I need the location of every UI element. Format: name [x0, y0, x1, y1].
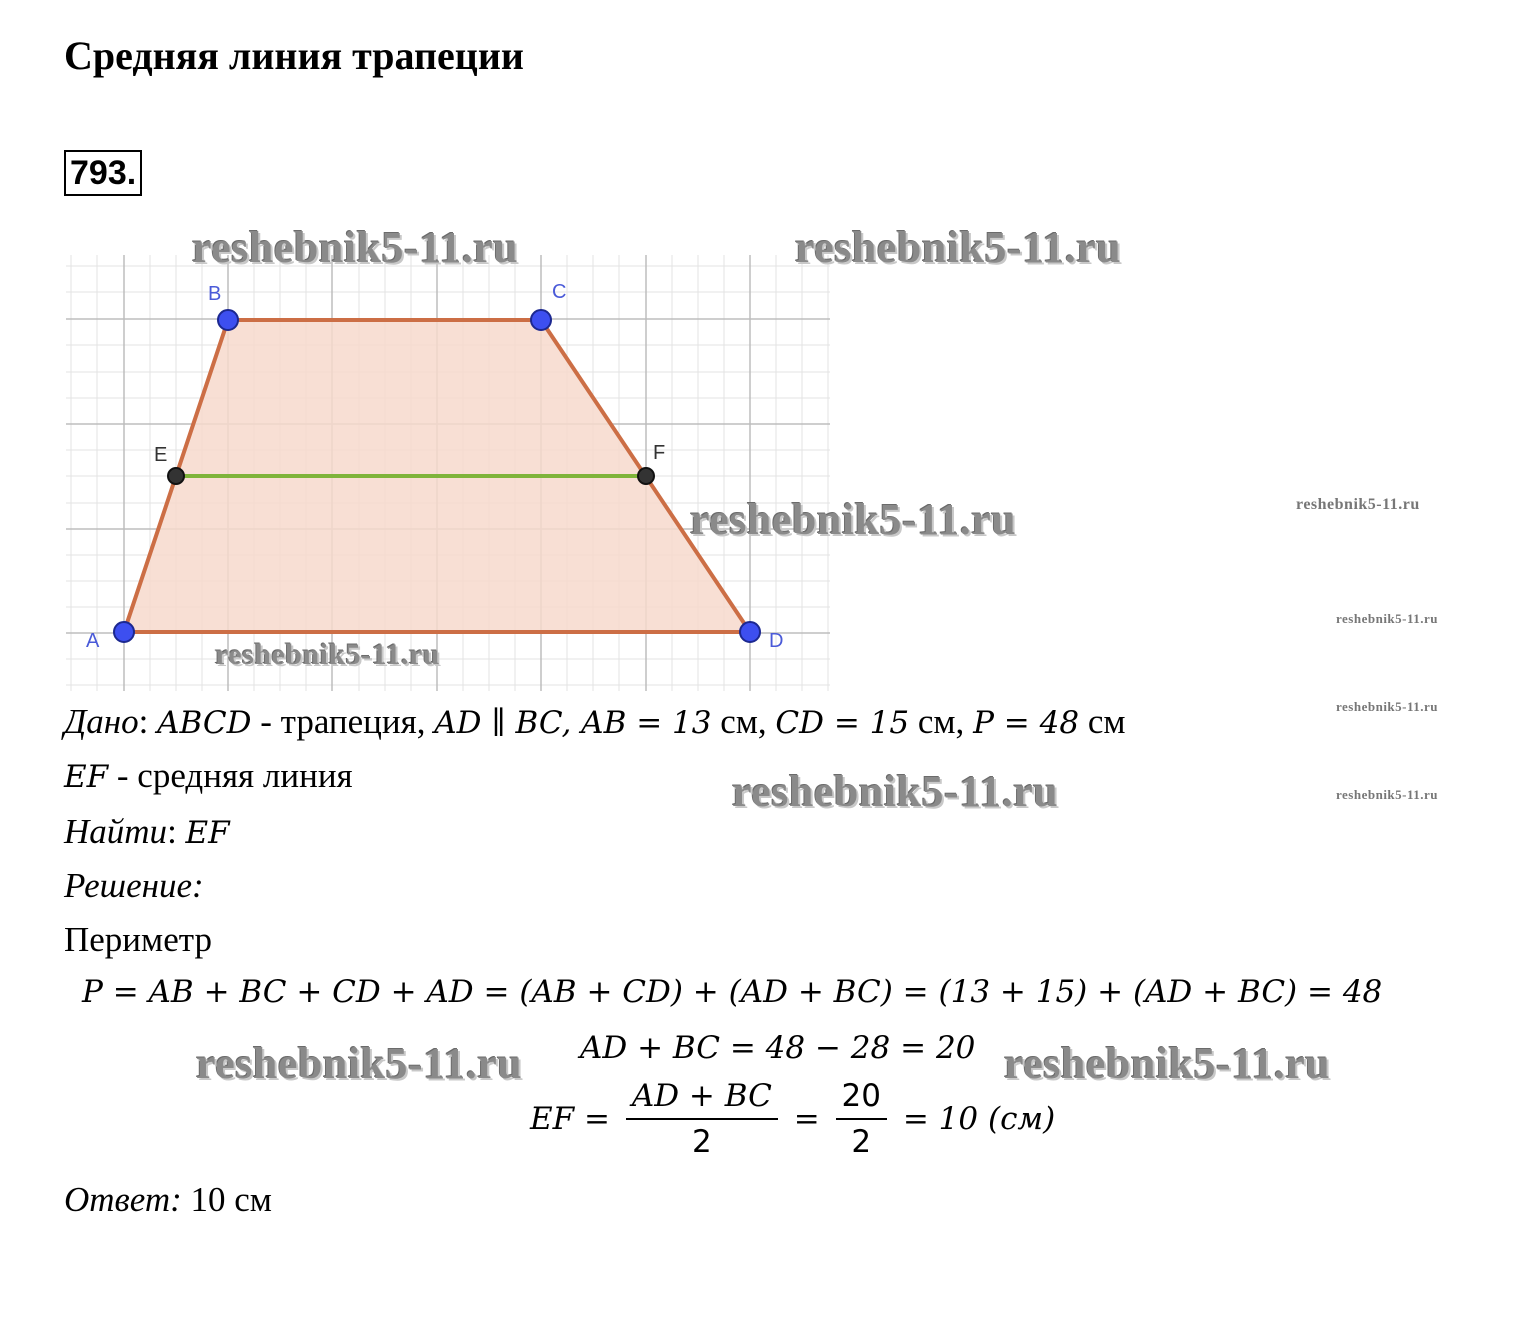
- find-label: Найти: [64, 812, 168, 851]
- label-e: E: [154, 444, 168, 466]
- unit-text: см,: [909, 702, 974, 741]
- vertex-a: [114, 622, 134, 642]
- fraction-sum: [626, 1078, 778, 1160]
- answer-line: [64, 1180, 272, 1220]
- vertex-c: [531, 310, 551, 330]
- solution-label-text: Решение: [64, 866, 193, 905]
- watermark: reshebnik5-11.ru: [795, 223, 1122, 272]
- midpoint-e: [168, 468, 184, 484]
- watermark: reshebnik5-11.ru: [192, 223, 519, 272]
- find-line: Найти: EF: [64, 812, 230, 851]
- solution-label: Решение:: [64, 866, 204, 905]
- label-a: A: [86, 630, 100, 652]
- given-perimeter: P = 48: [973, 705, 1080, 741]
- watermark: reshebnik5-11.ru: [1296, 496, 1420, 513]
- ef-formula: [530, 1078, 1055, 1160]
- perimeter-formula: P = AB + BC + CD + AD = (AB + CD) + (AD + BC) = (13 + 15) + (AD + BC) = 48: [82, 974, 1383, 1010]
- task-number: 793.: [64, 150, 142, 196]
- watermark: reshebnik5-11.ru: [1004, 1039, 1331, 1088]
- midline-name: EF: [64, 759, 109, 795]
- midline-text: - средняя линия: [108, 756, 353, 795]
- label-b: B: [208, 283, 222, 305]
- fraction-numerator: 20: [836, 1078, 887, 1120]
- given-trapezoid-text: - трапеция,: [251, 702, 435, 741]
- watermark: reshebnik5-11.ru: [1336, 699, 1439, 714]
- given-condition: AD ∥ BC, AB = 13: [434, 705, 712, 741]
- watermark: reshebnik5-11.ru: [690, 495, 1017, 544]
- label-d: D: [769, 630, 784, 652]
- perimeter-word: Периметр: [64, 920, 212, 959]
- find-value: EF: [185, 815, 230, 851]
- ef-result: = 10 (см): [902, 1101, 1056, 1137]
- vertex-b: [218, 310, 238, 330]
- midline-statement: [64, 756, 353, 796]
- answer-value: 10 см: [190, 1180, 272, 1219]
- given-cd: CD = 15: [775, 705, 910, 741]
- watermark: reshebnik5-11.ru: [1336, 611, 1439, 626]
- fraction-denominator: 2: [691, 1124, 712, 1160]
- watermark: reshebnik5-11.ru: [215, 638, 440, 671]
- watermark: reshebnik5-11.ru: [1336, 787, 1439, 802]
- ef-left: EF =: [530, 1101, 610, 1137]
- midpoint-f: [638, 468, 654, 484]
- fraction-value: [836, 1078, 887, 1160]
- watermark: reshebnik5-11.ru: [732, 767, 1059, 816]
- unit-text: см,: [711, 702, 776, 741]
- given-line: Дано: ABCD - трапеция, AD ∥ BC, AB = 13 см, CD = 15 см, P = 48 см: [64, 702, 1126, 741]
- equals-sign: =: [793, 1101, 820, 1137]
- answer-label: Ответ:: [64, 1180, 182, 1219]
- watermark: reshebnik5-11.ru: [196, 1039, 523, 1088]
- fraction-denominator: 2: [851, 1124, 872, 1160]
- page-title: Средняя линия трапеции: [64, 33, 524, 78]
- given-label: Дано: [64, 702, 139, 741]
- unit-text: см: [1079, 702, 1126, 741]
- sum-formula: AD + BC = 48 − 28 = 20: [580, 1030, 976, 1066]
- fraction-numerator: AD + BC: [626, 1078, 778, 1120]
- given-figure: ABCD: [157, 705, 252, 741]
- label-c: C: [552, 281, 567, 303]
- trapezoid-figure: [66, 255, 830, 691]
- vertex-d: [740, 622, 760, 642]
- label-f: F: [653, 442, 666, 464]
